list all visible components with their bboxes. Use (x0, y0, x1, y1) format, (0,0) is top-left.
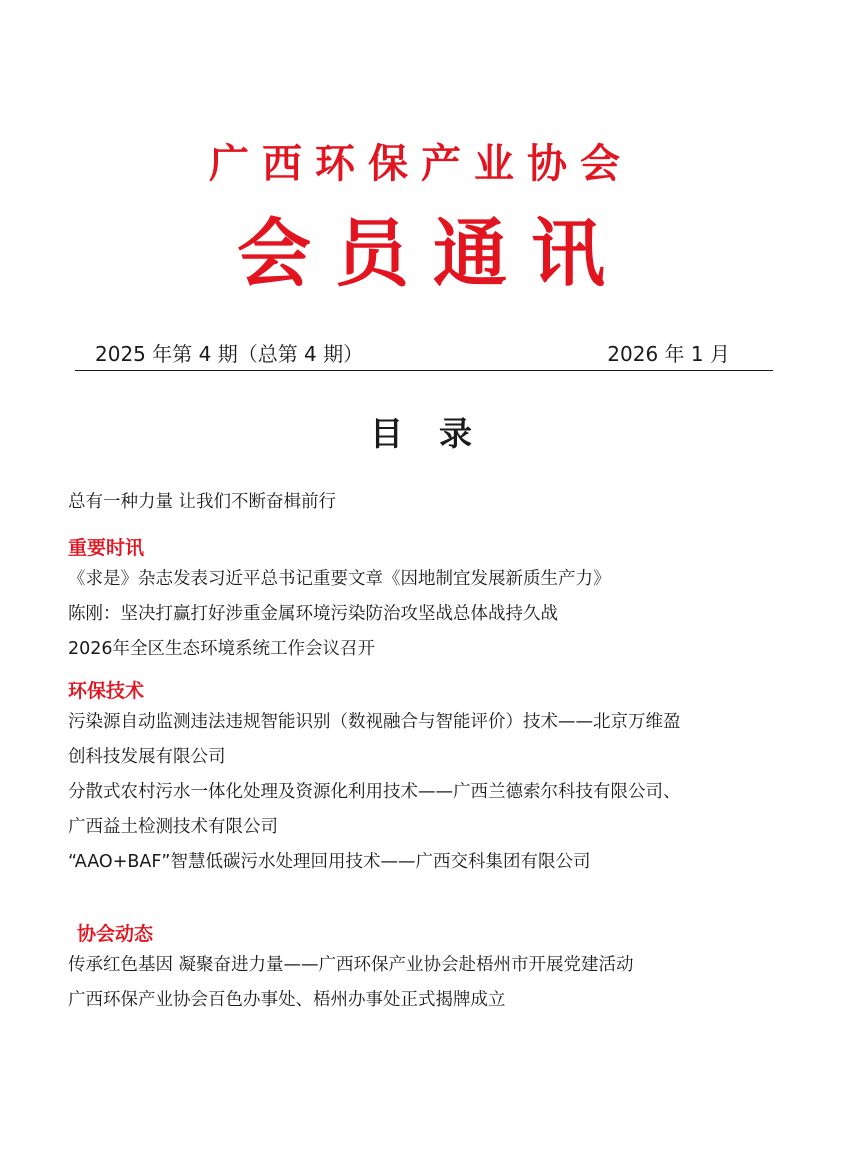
toc-entry[interactable] (68, 709, 788, 771)
section-title-news: 重要时讯 (68, 537, 145, 559)
table-of-contents (68, 488, 788, 1022)
toc-heading: 目录 (370, 414, 508, 453)
toc-entry[interactable]: 《求是》杂志发表习近平总书记重要文章《因地制宜发展新质生产力》 (68, 569, 611, 589)
toc-entry[interactable]: 传承红色基因 凝聚奋进力量——广西环保产业协会赴梧州市开展党建活动 (68, 955, 634, 975)
section-title-association: 协会动态 (77, 923, 154, 945)
section-title-technology: 环保技术 (68, 680, 145, 702)
toc-entry-line: 分散式农村污水一体化处理及资源化利用技术——广西兰德索尔科技有限公司、 (68, 782, 681, 802)
issue-date: 2026 年 1 月 (607, 342, 730, 366)
toc-entry[interactable]: “AAO+BAF”智慧低碳污水处理回用技术——广西交科集团有限公司 (68, 852, 591, 872)
toc-section-association (68, 920, 788, 1014)
toc-entry[interactable]: 广西环保产业协会百色办事处、梧州办事处正式揭牌成立 (68, 990, 506, 1010)
issue-info-bar (75, 340, 773, 371)
issue-number: 2025 年第 4 期（总第 4 期） (95, 342, 364, 366)
toc-entry[interactable]: 2026年全区生态环境系统工作会议召开 (68, 639, 376, 659)
toc-entry-line: 污染源自动监测违法违规智能识别（数视融合与智能评价）技术——北京万维盈 (68, 712, 681, 732)
toc-entry-line: 广西益土检测技术有限公司 (68, 817, 278, 837)
publication-title: 会员通讯 (237, 211, 629, 297)
organization-name: 广西环保产业协会 (209, 140, 633, 187)
toc-lead-article[interactable]: 总有一种力量 让我们不断奋楫前行 (68, 492, 337, 512)
toc-section-technology (68, 677, 788, 876)
toc-entry-line: 创科技发展有限公司 (68, 747, 226, 767)
toc-section-news (68, 534, 788, 663)
toc-entry[interactable]: 陈刚：坚决打赢打好涉重金属环境污染防治攻坚战总体战持久战 (68, 604, 558, 624)
toc-entry[interactable] (68, 779, 788, 841)
